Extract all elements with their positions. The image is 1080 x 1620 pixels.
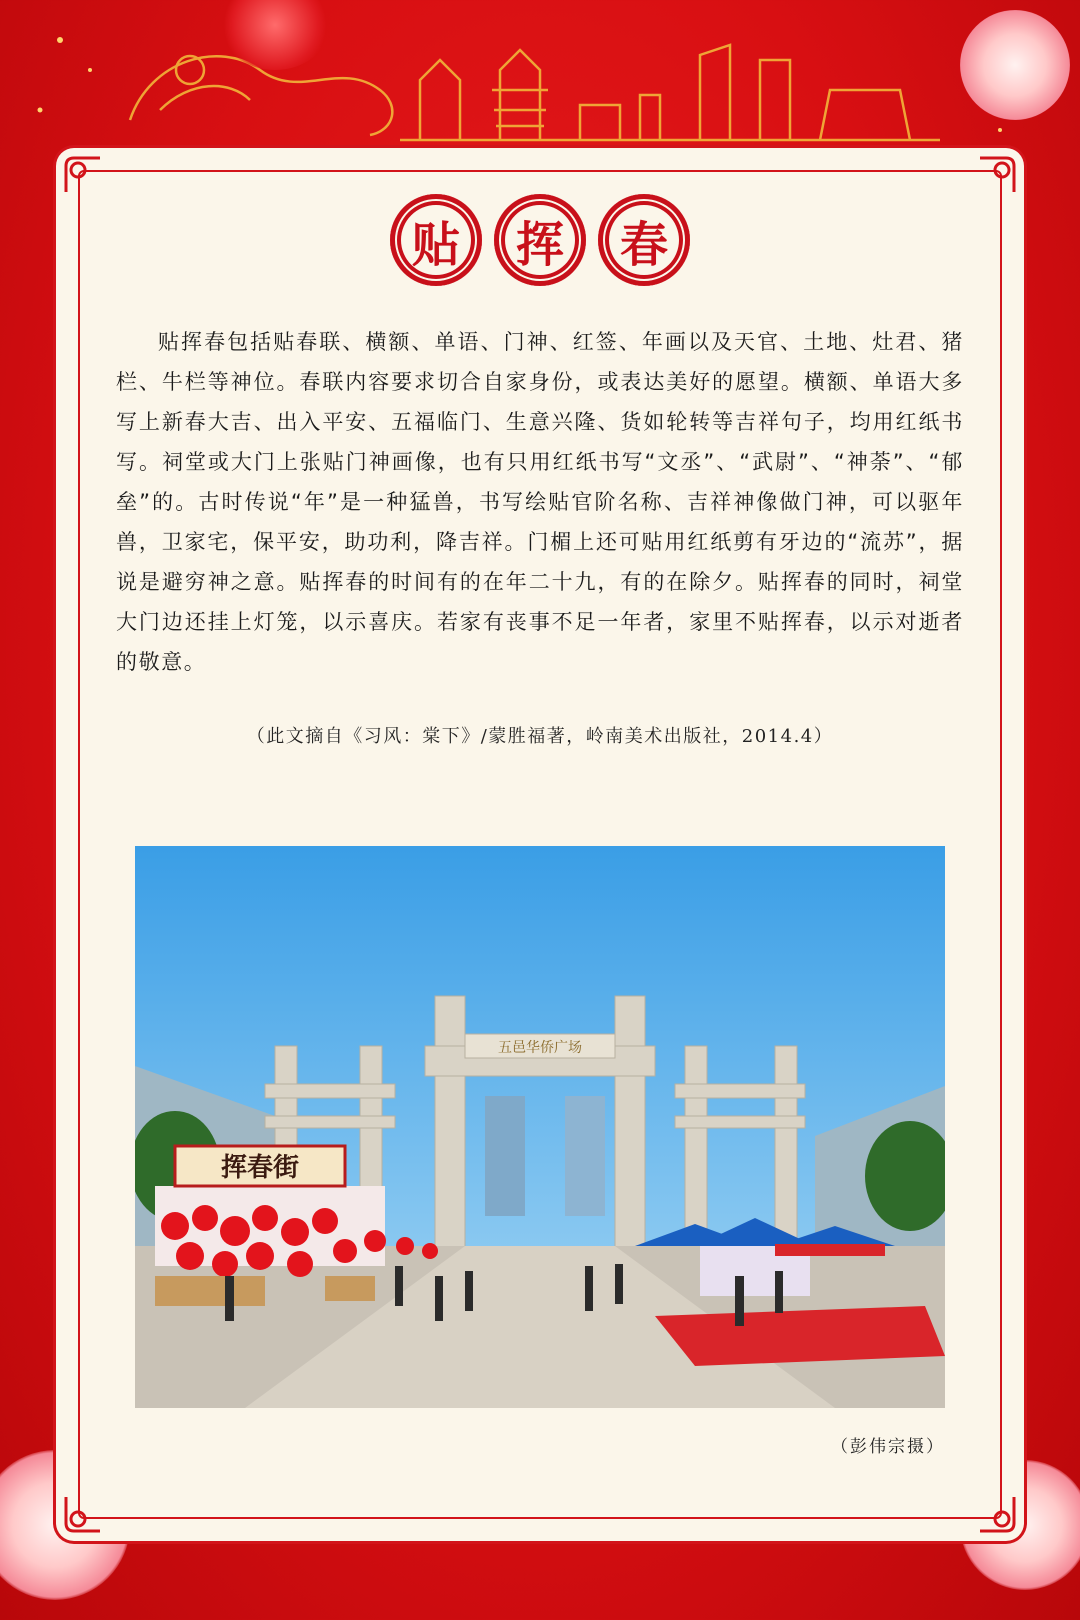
stall-sign-text: 挥春街 (220, 1153, 300, 1183)
title-char: 春 (609, 205, 679, 275)
title-seal (598, 194, 690, 286)
arch-sign-text: 五邑华侨广场 (498, 1040, 582, 1056)
corner-scroll-icon (974, 152, 1020, 198)
citation: （此文摘自《习风：棠下》/蒙胜福著，岭南美术出版社，2014.4） (246, 726, 834, 747)
event-photo (135, 846, 945, 1408)
article-body (116, 322, 964, 682)
corner-scroll-icon (60, 152, 106, 198)
content-panel (60, 152, 1020, 1537)
corner-scroll-icon (974, 1491, 1020, 1537)
title-seal (390, 194, 482, 286)
title-char: 贴 (401, 205, 471, 275)
header-skyline-decoration (0, 0, 1080, 160)
title-char: 挥 (505, 205, 575, 275)
page-title (60, 194, 1020, 294)
peony-flower-decoration (960, 10, 1070, 120)
corner-scroll-icon (60, 1491, 106, 1537)
photo-credit: （彭伟宗摄） (831, 1437, 945, 1457)
title-seal (494, 194, 586, 286)
article-paragraph: 贴挥春包括贴春联、横额、单语、门神、红签、年画以及天官、土地、灶君、猪栏、牛栏等神位。春联内容要求切合自家身份，或表达美好的愿望。横额、单语大多写上新春大吉、出入平安、五福临门、生意兴隆、货如轮转等吉祥句子，均用红纸书写。祠堂或大门上张贴门神画像，也有只用红纸书写“文丞”、“武尉”、“神荼”、“郁垒”的。古时传说“年”是一种猛兽，书写绘贴官阶名称、吉祥神像做门神，可以驱年兽，卫家宅，保平安，助功利，降吉祥。门楣上还可贴用红纸剪有牙边的“流苏”，据说是避穷神之意。贴挥春的时间有的在年二十九，有的在除夕。贴挥春的同时，祠堂大门边还挂上灯笼，以示喜庆。若家有丧事不足一年者，家里不贴挥春，以示对逝者的敬意。 (116, 330, 964, 674)
